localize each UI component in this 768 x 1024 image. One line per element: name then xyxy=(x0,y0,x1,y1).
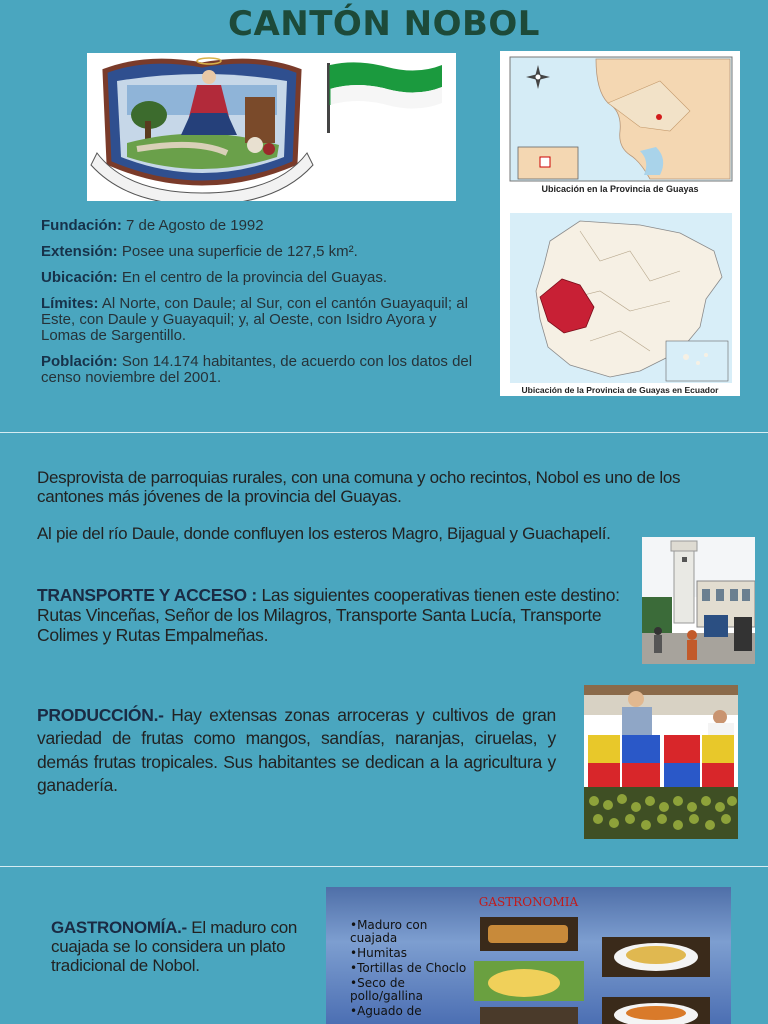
dish-photos xyxy=(474,911,714,1024)
intro-paragraph-2: Al pie del río Daule, donde confluyen los esteros Magro, Bijagual y Guachapelí. xyxy=(37,524,611,543)
dish-item: •Humitas xyxy=(350,946,408,960)
location-maps xyxy=(500,51,740,396)
gastronomy-panel-title: GASTRONOMIA xyxy=(478,895,579,909)
transport-text: Las siguientes cooperativas tienen este destino: Rutas Vinceñas, Señor de los Milagros, Transporte Santa Lucía, Transporte Colimes y Rutas Empalmeñas. xyxy=(37,585,620,645)
dish-item: •Tortillas de Choclo xyxy=(350,961,467,975)
info-ubicacion: Ubicación: En el centro de la provincia del Guayas. xyxy=(41,269,388,286)
dish-item: •Maduro con cuajada xyxy=(350,918,428,945)
dish-list xyxy=(350,919,470,1020)
bottom-map-caption: Ubicación de la Provincia de Guayas en Ecuador xyxy=(521,385,719,395)
production-text: Hay extensas zonas arroceras y cultivos de gran variedad de frutas como mangos, sandías, naranjas, ciruelas, y demás frutas tropicales. Sus habitantes se dedican a la agricultura y ganadería. xyxy=(37,705,556,795)
info-poblacion: Población: Son 14.174 habitantes, de acuerdo con los datos del censo noviembre del 2001. xyxy=(41,353,473,386)
gastronomy-section xyxy=(51,918,321,975)
gastronomy-text: El maduro con cuajada se lo considera un plato tradicional de Nobol. xyxy=(51,918,298,975)
info-extension: Extensión: Posee una superficie de 127,5 km². xyxy=(41,243,358,260)
info-fundacion: Fundación: 7 de Agosto de 1992 xyxy=(41,217,264,234)
info-block xyxy=(41,218,481,394)
production-heading: PRODUCCIÓN.- xyxy=(37,705,164,725)
dish-item: •Seco de pollo/gallina xyxy=(350,976,423,1003)
market-photo xyxy=(584,685,738,839)
transport-section xyxy=(37,585,635,645)
dish-item: •Aguado de xyxy=(350,1004,422,1018)
top-map-caption: Ubicación en la Provincia de Guayas xyxy=(541,184,699,194)
town-photo xyxy=(642,537,755,664)
intro-paragraph-1: Desprovista de parroquias rurales, con una comuna y ocho recintos, Nobol es uno de los cantones más jóvenes de la provincia del Guayas. xyxy=(37,468,681,506)
page-title: CANTÓN NOBOL xyxy=(228,4,540,44)
info-limites: Límites: Al Norte, con Daule; al Sur, con el cantón Guayaquil; al Este, con Daule y Guayaquil; y, al Oeste, con Isidro Ayora y Lomas de Sargentillo. xyxy=(41,295,468,344)
gastronomy-panel xyxy=(326,887,731,1024)
transport-heading: TRANSPORTE Y ACCESO : xyxy=(37,585,257,605)
gastronomy-heading: GASTRONOMÍA.- xyxy=(51,918,187,937)
section-divider-2 xyxy=(0,866,768,867)
coat-of-arms-image xyxy=(87,53,456,201)
production-section xyxy=(37,704,556,797)
section-divider-1 xyxy=(0,432,768,433)
